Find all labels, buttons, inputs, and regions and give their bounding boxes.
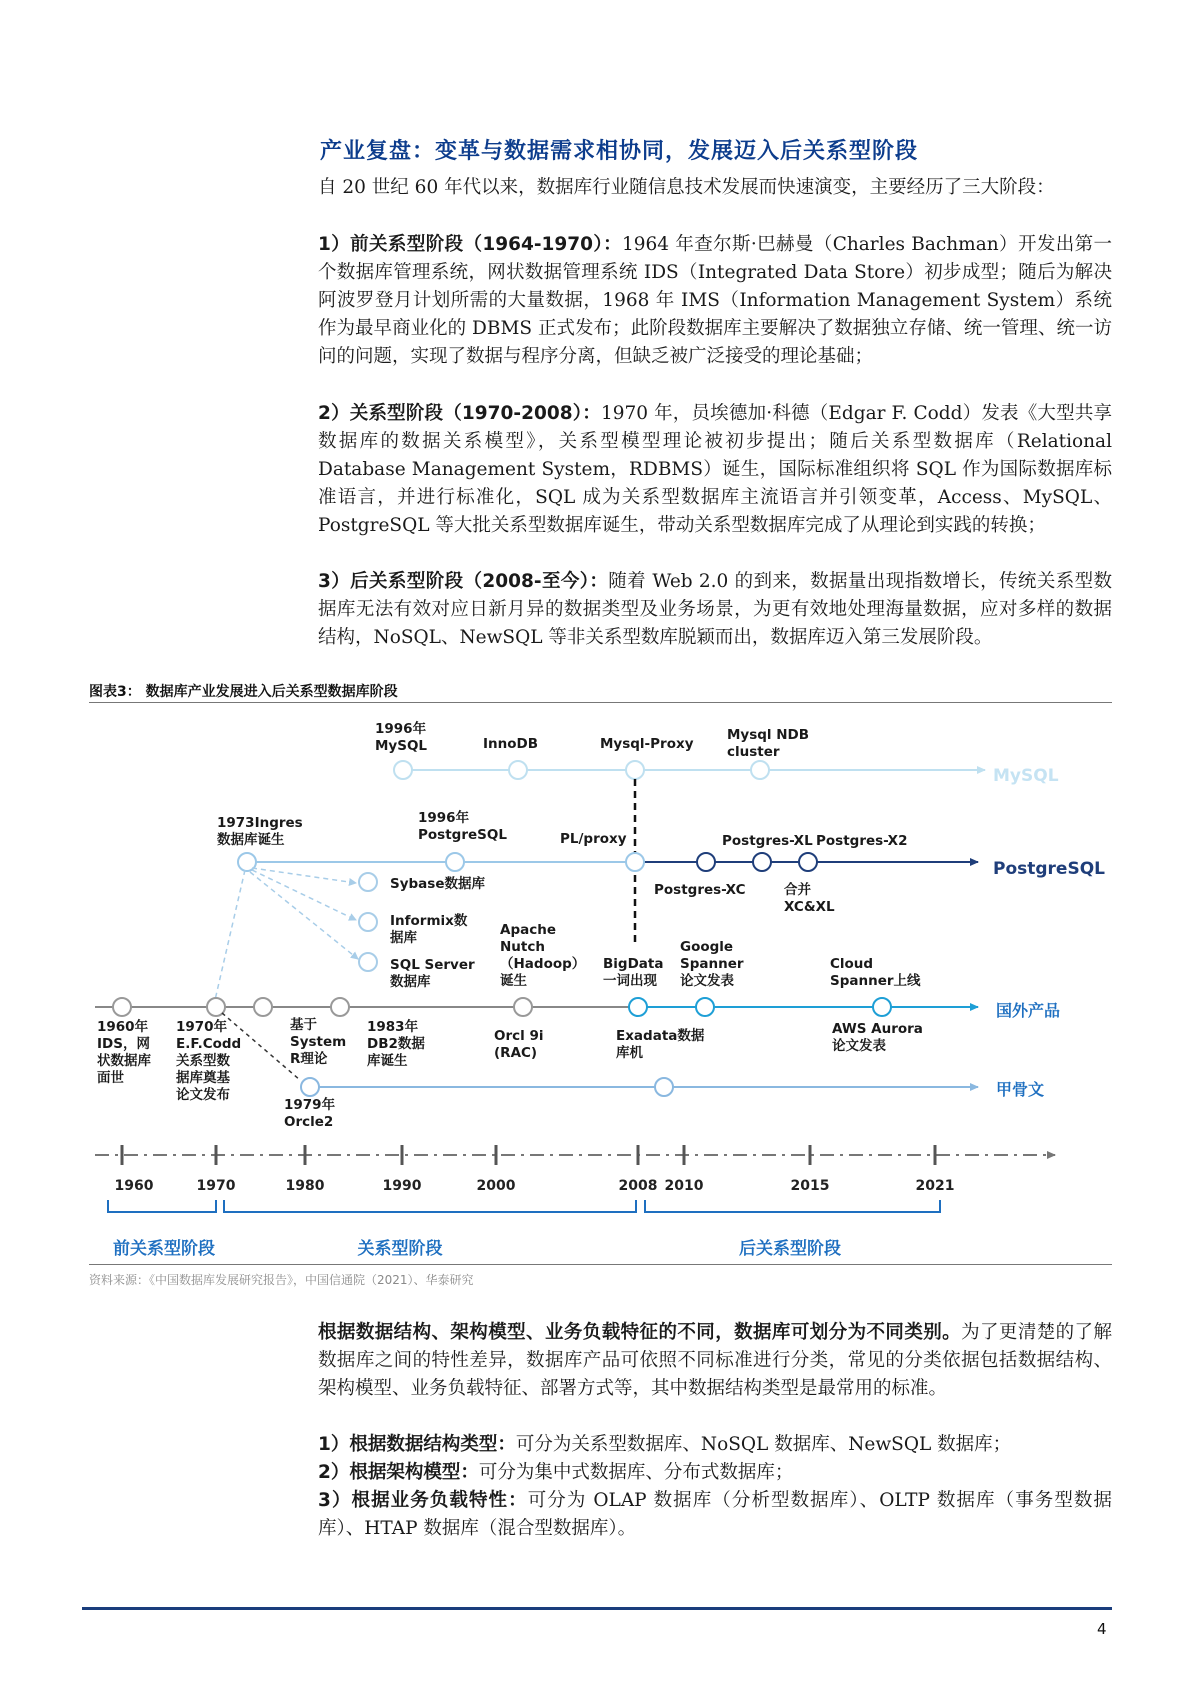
pg-xc-node [697,853,715,871]
phase-pre: 前关系型阶段 [113,1239,215,1259]
event-labels [97,720,923,1130]
label-innodb-line-1: InnoDB [483,736,539,752]
label-pg-xl-line-1: Postgres-XL [722,833,813,849]
label-cloud-spanner [830,956,921,989]
label-orcle2-line-2: Orcle2 [284,1114,334,1130]
label-merge [784,881,835,915]
classification-text: 为了更清楚的了解数据库之间的特性差异，数据库产品可依照不同标准进行分类，常见的分类依据包括数据结构、架构模型、业务负载特征、部署方式等，其中数据结构类型是最常用的标准。 [318,1322,1112,1399]
page-number: 4 [1097,1620,1107,1638]
label-system-r-line-1: 基于 [290,1017,317,1033]
year-2000: 2000 [476,1178,516,1194]
phase-bracket-relational [224,1200,636,1212]
label-pg-x2 [816,833,907,849]
stage-1-text: 1964 年查尔斯·巴赫曼（Charles Bachman）开发出第一个数据库管理系统，网状数据管理系统 IDS（Integrated Data Store）初步成型；随后为解决阿波罗登月计划所需的大量数据，1968 年 IMS（Information Management System）系统作为最早商业化的 DBMS 正式发布；此阶段数据库主要解决了数据独立存储、统一管理、统一访问的问题，实现了数据与程序分离，但缺乏被广泛接受的理论基础； [318,234,1113,367]
label-ingres-line-2: 数据库诞生 [217,832,285,848]
label-orcle2-line-1: 1979年 [284,1097,336,1113]
spoke-codd [215,870,245,1000]
stage-3-label: 3）后关系型阶段（2008-至今）： [318,571,609,592]
pg-1996-node [446,853,464,871]
lane-label-oracle: 甲骨文 [996,1080,1045,1099]
label-mysql-1996-line-1: 1996年 [375,721,427,737]
label-pg-xl [722,833,813,849]
label-codd-1970-line-5: 论文发布 [176,1087,230,1103]
label-informix-line-1: Informix数 [390,913,468,929]
bigdata-node [629,998,647,1016]
label-codd-1970 [175,1018,241,1103]
pl-proxy-node [626,853,644,871]
year-2021: 2021 [915,1178,955,1194]
intro-paragraph: 自 20 世纪 60 年代以来，数据库行业随信息技术发展而快速演变，主要经历了三大阶段： [318,177,1055,198]
label-bigdata-line-2: 一词出现 [603,973,657,989]
classification-item-1-text: 可分为关系型数据库、NoSQL 数据库、NewSQL 数据库； [515,1434,1012,1455]
label-mysql-proxy [600,736,694,752]
classification-item-3-text: 可分为 OLAP 数据库（分析型数据库）、OLTP 数据库（事务型数据库）、HTAP 数据库（混合型数据库）。 [318,1490,1112,1539]
label-sqlserver [390,957,475,990]
label-mysql-1996-line-2: MySQL [375,738,428,754]
label-mysql-ndb [727,727,809,760]
label-spanner-line-2: Spanner [680,956,744,972]
label-mysql-ndb-line-2: cluster [727,744,780,760]
stage-2-label: 2）关系型阶段（1970-2008）： [318,403,601,424]
mysql-1996-node [394,761,412,779]
classification-item-3-label: 3）根据业务负载特性： [318,1490,528,1511]
phase-bracket-post [645,1200,940,1212]
label-system-r-line-3: R理论 [290,1051,328,1067]
label-mysql-proxy-line-1: Mysql-Proxy [600,736,694,752]
spanner-node [696,998,714,1016]
label-ingres [217,815,303,848]
label-orcl9i [494,1028,544,1061]
classification-item-2 [318,1459,1112,1487]
label-merge-line-1: 合并 [784,882,811,898]
label-system-r [290,1016,346,1067]
label-codd-1970-line-1: 1970年 [176,1019,228,1035]
label-nutch-line-2: Nutch [500,939,545,955]
db2-node [331,998,349,1016]
label-pg-x2-line-1: Postgres-X2 [816,833,908,849]
phase-relational: 关系型阶段 [357,1239,443,1259]
mysql-ndb-node [751,761,769,779]
ids-1960-node [113,998,131,1016]
label-nutch-line-3: （Hadoop） [500,956,586,972]
stage-3-text: 随着 Web 2.0 的到来，数据量出现指数增长，传统关系型数据库无法有效对应日新月异的数据类型及业务场景，为更有效地处理海量数据，应对多样的数据结构，NoSQL、NewSQL 等非关系型数库脱颖而出，数据库迈入第三发展阶段。 [318,571,1112,648]
label-db2-line-1: 1983年 [367,1019,419,1035]
classification-item-1-label: 1）根据数据结构类型： [318,1434,516,1455]
classification-item-2-label: 2）根据架构模型： [318,1462,479,1483]
label-orcl9i-line-1: Orcl 9i [494,1028,544,1044]
sybase-node [359,873,377,891]
label-aurora-line-1: AWS Aurora [832,1021,923,1037]
label-sqlserver-line-1: SQL Server [390,957,475,973]
phase-labels [113,1238,841,1259]
label-codd-1970-line-4: 据库奠基 [176,1070,230,1086]
stage-2-text: 1970 年，员埃德加·科德（Edgar F. Codd）发表《大型共享数据库的数据关系模型》，关系型模型理论被初步提出；随后关系型数据库（Relational Database Management System，RDBMS）诞生，国际标准组织将 SQL 作为国际数据库标准语言，并进行标准化，SQL 成为关系型数据库主流语言并引领变革，Access、MySQL、PostgreSQL 等大批关系型数据库诞生，带动关系型数据库完成了从理论到实践的转换； [318,403,1113,536]
label-ids-1960-line-4: 面世 [97,1070,124,1086]
spoke-sqlserver [250,872,358,959]
orcle2-node [301,1078,319,1096]
informix-node [359,913,377,931]
label-sybase [390,875,485,892]
label-system-r-line-2: System [290,1034,347,1050]
section-title: 产业复盘：变革与数据需求相协同，发展迈入后关系型阶段 [320,138,919,164]
label-aurora [832,1021,923,1054]
label-innodb [483,736,538,752]
label-informix [389,912,468,946]
label-sqlserver-line-2: 数据库 [390,974,431,990]
label-pg-1996 [418,809,507,843]
figure-bottom-rule [89,1264,1112,1265]
classification-item-2-text: 可分为集中式数据库、分布式数据库； [478,1462,794,1483]
label-nutch-line-4: 诞生 [500,973,527,989]
year-2008: 2008 [618,1178,658,1194]
year-1970: 1970 [196,1178,236,1194]
year-2015: 2015 [790,1178,830,1194]
system-r-node [254,998,272,1016]
innodb-node [509,761,527,779]
label-ingres-line-1: 1973Ingres [217,815,303,831]
label-ids-1960 [97,1018,151,1086]
label-merge-line-2: XC&XL [784,899,835,915]
label-db2 [367,1018,425,1069]
label-db2-line-2: DB2数据 [367,1036,425,1052]
label-ids-1960-line-2: IDS，网 [97,1036,150,1052]
label-cloud-spanner-line-1: Cloud [830,956,874,972]
figure-caption: 图表3： 数据库产业发展进入后关系型数据库阶段 [89,684,398,700]
label-pg-1996-line-2: PostgreSQL [418,827,507,843]
label-spanner-line-1: Google [680,939,734,955]
label-cloud-spanner-line-2: Spanner上线 [830,973,921,989]
label-aurora-line-2: 论文发表 [832,1038,886,1054]
classification-lead: 根据数据结构、架构模型、业务负载特征的不同，数据库可划分为不同类别。 [318,1322,962,1343]
year-1960: 1960 [114,1178,154,1194]
label-ids-1960-line-1: 1960年 [97,1019,149,1035]
lane-label-foreign: 国外产品 [996,1001,1061,1020]
label-exadata [616,1027,705,1061]
year-labels [115,1178,955,1194]
label-sybase-line-1: Sybase数据库 [390,876,485,892]
cloud-spanner-node [873,998,891,1016]
label-exadata-line-1: Exadata数据 [616,1028,705,1044]
spoke-sybase [252,868,356,883]
label-codd-1970-line-2: E.F.Codd [176,1036,242,1052]
year-2010: 2010 [664,1178,704,1194]
stage-1-label: 1）前关系型阶段（1964-1970）： [318,234,622,255]
label-mysql-1996 [375,720,427,754]
label-exadata-line-2: 库机 [616,1045,643,1061]
sqlserver-node [359,953,377,971]
phase-post: 后关系型阶段 [739,1239,841,1259]
lane-label-mysql: MySQL [993,766,1059,786]
label-spanner-line-3: 论文发表 [680,973,734,989]
label-nutch-line-1: Apache [500,922,556,938]
pg-x2-node [799,853,817,871]
pg-xl-node [753,853,771,871]
label-pl-proxy [560,831,627,847]
classification-item-3 [318,1487,1112,1543]
exadata-node [655,1078,673,1096]
footer-rule [82,1607,1112,1610]
label-pg-xc [654,882,746,898]
label-bigdata [603,956,663,989]
classification-paragraph [318,1319,1112,1403]
phase-bracket-pre [108,1200,216,1212]
lane-label-postgresql: PostgreSQL [993,859,1105,879]
label-pg-xc-line-1: Postgres-XC [654,882,746,898]
label-bigdata-line-1: BigData [603,956,664,972]
label-pl-proxy-line-1: PL/proxy [560,831,627,847]
label-pg-1996-line-1: 1996年 [418,810,470,826]
figure-source: 资料来源：《中国数据库发展研究报告》，中国信通院（2021）、华泰研究 [89,1273,474,1287]
spoke-informix [252,870,356,920]
mysql-proxy-node [626,761,644,779]
label-db2-line-3: 库诞生 [367,1053,408,1069]
orcl9i-node [514,998,532,1016]
year-1980: 1980 [285,1178,325,1194]
label-orcl9i-line-2: (RAC) [494,1045,538,1061]
label-informix-line-2: 据库 [390,930,417,946]
classification-item-1 [318,1431,1112,1459]
label-codd-1970-line-3: 关系型数 [176,1053,230,1069]
label-mysql-ndb-line-1: Mysql NDB [727,727,810,743]
year-1990: 1990 [382,1178,422,1194]
label-spanner [680,939,744,989]
label-orcle2 [284,1096,336,1130]
label-ids-1960-line-3: 状数据库 [97,1053,151,1069]
label-nutch [500,922,585,989]
